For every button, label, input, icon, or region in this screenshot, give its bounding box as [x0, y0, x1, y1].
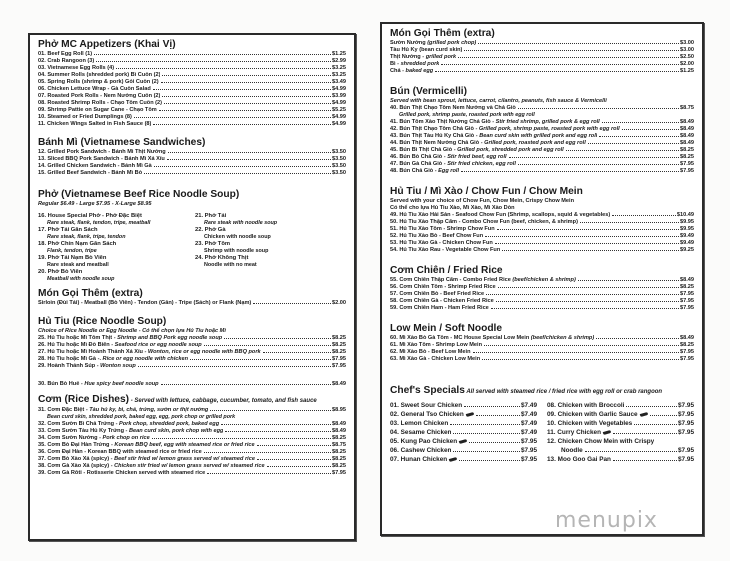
item-desc: Meatball with noodle soup: [47, 276, 115, 282]
pho-col-1: [38, 213, 189, 283]
menu-item: 60. Mì Xào Bò Gà Tôm - MC House Special Low Mein (beef/chicken & shrimp) $8.49: [390, 335, 694, 341]
menu-item: 14. Grilled Chicken Sandwich - Bánh Mì Gà $3.50: [38, 163, 346, 169]
menu-item: 56. Cơm Chiên Tôm - Shrimp Fried Rice $8.25: [390, 284, 694, 290]
menu-item: Chả - baked egg $1.25: [390, 68, 694, 74]
menu-item-continuation: Noodle $7.95: [561, 447, 694, 454]
menu-item: 41. Bún Tôm Xào Thịt Nướng Chả Giò - Stir fried shrimp, grilled pork & egg roll $8.49: [390, 119, 694, 125]
section-chow-fun: [390, 186, 694, 254]
menu-item: 45. Bún Bì Thịt Chả Giò - Grilled pork, shredded pork and egg roll $8.25: [390, 147, 694, 153]
chef-col-2: [547, 401, 694, 464]
menu-item: 47. Bún Gà Chả Giò - Stir fried chicken, egg roll $7.95: [390, 161, 694, 167]
menu-item: 23. Phở Tôm: [195, 241, 231, 247]
item-desc: Rare steak, flank, tripe, tendon: [47, 234, 126, 240]
menu-item: 51. Hủ Tiu Xào Tôm - Shrimp Chow Fun $9.95: [390, 226, 694, 232]
menu-item: 40. Bún Thịt Chạo Tôm Nem Nướng và Chả Giò $8.75: [390, 105, 694, 111]
menu-item: 24. Phở Không Thịt: [195, 255, 249, 261]
menu-item: 13. Sliced BBQ Pork Sandwich - Bánh Mì Xá Xíu $3.50: [38, 156, 346, 162]
section-bun: [390, 86, 694, 175]
section-title: Món Gọi Thêm (extra): [390, 28, 495, 39]
menu-item: 03. Lemon Chicken $7.49: [390, 420, 537, 427]
menu-item: 21. Phở Tái: [195, 213, 227, 219]
menu-item: 06. Chicken Lettuce Wrap - Gà Cuốn Salad $4.99: [38, 86, 346, 92]
menu-item: 16. House Special Phở - Phở Đặc Biệt: [38, 213, 142, 219]
menu-item: 46. Bún Bò Chả Giò - Stir fried beef, egg roll $8.25: [390, 154, 694, 160]
menu-item: 33. Cơm Sườn Tàu Hủ Ky Trứng - Bean curd skin, pork chop with egg $8.49: [38, 428, 346, 434]
menu-item: 01. Beef Egg Roll (1) $1.25: [38, 51, 346, 57]
item-desc: Grilled pork, shrimp paste, roasted pork with egg roll: [399, 112, 535, 118]
menu-item: Sườn Nướng (grilled pork chop) $3.00: [390, 40, 694, 46]
menu-item: 39. Cơm Gà Rôti - Rotisserie Chicken served with steamed rice $7.95: [38, 470, 346, 476]
section-low-mein: [390, 323, 694, 363]
menu-item: 08. Roasted Shrimp Rolls - Chạo Tôm Cuốn (2) $4.99: [38, 100, 346, 106]
menu-item: 37. Cơm Bò Xào Xả (spicy) - Beef stir fried w/ lemon grass served w/ steamed rice $8.25: [38, 456, 346, 462]
menu-item: 08. Chicken with Broccoli $7.95: [547, 402, 694, 409]
menu-item: 12. Chicken Chow Mein with Crispy: [547, 438, 655, 445]
pho-sizes: Regular $6.49 - Large $7.95 - X-Large $8.95: [38, 201, 152, 207]
menu-item: 09. Shrimp Pattie on Sugar Cane - Chạo Tôm $5.25: [38, 107, 346, 113]
section-com: [38, 394, 346, 477]
menu-item: 44. Bún Thịt Nem Nướng Chả Giò - Grilled pork, roasted pork and egg roll $8.49: [390, 140, 694, 146]
menu-item: 58. Cơm Chiên Gà - Chicken Fried Rice $7.95: [390, 298, 694, 304]
pho-col-2: [189, 213, 346, 283]
section-title: Bún (Vermicelli): [390, 86, 467, 97]
menu-item: 28. Hủ Tiu hoặc Mì Gà -. Rice or egg noodle with chicken $7.95: [38, 356, 346, 362]
section-title: Phở (Vietnamese Beef Rice Noodle Soup): [38, 189, 240, 200]
section-extra-right: [390, 28, 694, 75]
menu-item: 48. Bún Chả Giò - Egg roll $7.95: [390, 168, 694, 174]
section-chefs-specials: [390, 385, 694, 464]
menu-item: 09. Chicken with Garlic Sauce $7.95: [547, 411, 694, 418]
menu-item: 19. Phở Tái Nạm Bò Viên: [38, 255, 107, 261]
menu-item: 27. Hủ Tiu hoặc Mì Hoành Thánh Xá Xíu - Wonton, rice or egg noodle with BBQ pork $8.25: [38, 349, 346, 355]
item-desc: Noodle with no meat: [204, 262, 257, 268]
menu-item: 32. Cơm Sườn Bì Chả Trứng - Pork chop, shredded pork, baked egg $8.49: [38, 421, 346, 427]
menu-item: 63. Mì Xào Gà - Chicken Low Mein $7.95: [390, 356, 694, 362]
menu-item: 10. Chicken with Vegetables $7.95: [547, 420, 694, 427]
menu-item: 53. Hủ Tiu Xào Gà - Chicken Chow Fun $9.49: [390, 240, 694, 246]
menu-item-bun-bo-hue: 30. Bún Bò Huế - Hue spicy beef noodle soup $8.49: [38, 381, 346, 387]
section-fried-rice: [390, 265, 694, 312]
menu-item: 07. Hunan Chicken $7.95: [390, 456, 537, 463]
menu-item: 62. Mì Xào Bò - Beef Low Mein $7.95: [390, 349, 694, 355]
menu-item: 15. Grilled Beef Sandwich - Bánh Mì Bò $3.50: [38, 170, 346, 176]
chili-pepper-icon: [459, 439, 467, 444]
menu-item: 31. Cơm Đặc Biệt - Tàu hủ ky, bì, chả, trứng, sườn or thịt nướng $8.95: [38, 407, 346, 413]
menu-item: 01. Sweet Sour Chicken $7.49: [390, 402, 537, 409]
menu-item: 03. Vietnamese Egg Rolls (4) $3.25: [38, 65, 346, 71]
menu-item: 38. Cơm Gà Xào Xả (spicy) - Chicken stir fried w/ lemon grass served w/ steamed rice $8.25: [38, 463, 346, 469]
menu-item: 59. Cơm Chiên Ham - Ham Fried Rice $7.95: [390, 305, 694, 311]
item-desc: Rare steak, flank, tendon, tripe, meatball: [47, 220, 151, 226]
menu-item: 49. Hủ Tiu Xào Hải Sản - Seafood Chow Fun (Shrimp, scallops, squid & vegetables) $10.49: [390, 212, 694, 218]
menu-item: 11. Chicken Wings Salted in Fish Sauce (8) $4.99: [38, 121, 346, 127]
section-title: Phở MC Appetizers (Khai Vị): [38, 39, 176, 50]
menu-item: 20. Phở Bò Viên: [38, 269, 83, 275]
item-desc: Rare steak with noodle soup: [204, 220, 278, 226]
menu-item: 06. Cashew Chicken $7.95: [390, 447, 537, 454]
menu-item: 13. Moo Goo Gai Pan $7.95: [547, 456, 694, 463]
menu-item: 57. Cơm Chiên Bò - Beef Fried Rice $7.95: [390, 291, 694, 297]
menu-item: 05. Spring Rolls (shrimp & pork) Gỏi Cuốn (2) $3.49: [38, 79, 346, 85]
chili-pepper-icon: [603, 430, 611, 435]
menu-item: 25. Hủ Tiu hoặc Mì Tôm Thịt - Shrimp and BBQ Pork egg noodle soup $8.25: [38, 335, 346, 341]
chili-pepper-icon: [449, 457, 457, 462]
item-desc: Flank, tendon, tripe: [47, 248, 97, 254]
section-title: Món Gọi Thêm (extra): [38, 288, 143, 299]
menu-item: 05. Kung Pao Chicken $7.95: [390, 438, 537, 445]
menu-page-left: [28, 33, 356, 541]
section-note: Served with your choice of Chow Fun, Chow Mein, Crispy Chow Mein: [390, 198, 574, 204]
menu-item: Sirloin (Đùi Tái) - Meatball (Bò Viên) - Tendon (Gân) - Tripe (Sách) or Flank (Nạm) $2.00: [38, 300, 346, 306]
menu-item: 50. Hủ Tiu Xào Thập Cẩm - Combo Chow Fun (beef, chicken, & shrimp) $9.95: [390, 219, 694, 225]
section-title: Low Mein / Soft Noodle: [390, 323, 503, 334]
menu-item: 55. Cơm Chiên Thập Cẩm - Combo Fried Rice (beef/chicken & shrimp) $8.49: [390, 277, 694, 283]
section-note: Có thể cho lựa Hủ Tiu Xào, Mì Xào, Mì Xào Dòn: [390, 205, 515, 211]
item-desc: Chicken with noodle soup: [204, 234, 271, 240]
section-hu-tiu: [38, 316, 346, 370]
chili-pepper-icon: [466, 412, 474, 417]
section-title: Bánh Mì (Vietnamese Sandwiches): [38, 137, 206, 148]
chili-pepper-icon: [639, 412, 647, 417]
chef-col-1: [390, 401, 547, 464]
menu-item: 42. Bún Thịt Chạo Tôm Chả Giò - Grilled pork, shrimp paste, roasted pork with egg roll $8.49: [390, 126, 694, 132]
section-note: Served with bean sprout, lettuce, carrot, cilantro, peanuts, fish sauce & Vermicelli: [390, 98, 607, 104]
item-desc: Bean curd skin, shredded pork, baked egg, egg, pork chop or grilled pork: [47, 414, 236, 420]
menu-item: 54. Hủ Tiu Xào Rau - Vegetable Chow Fun $9.25: [390, 247, 694, 253]
menupix-watermark: menupix: [555, 508, 658, 533]
menu-page-right: [380, 22, 704, 536]
section-title: Cơm (Rice Dishes) - Served with lettuce, cabbage, cucumber, tomato, and fish sauce: [38, 394, 317, 405]
menu-item: 34. Cơm Sườn Nướng - Pork chop on rice $8.25: [38, 435, 346, 441]
item-desc: Shrimp with noodle soup: [204, 248, 269, 254]
menu-item: 04. Sesame Chicken $7.49: [390, 429, 537, 436]
menu-item: 04. Summer Rolls (shredded pork) Bì Cuốn (2) $3.25: [38, 72, 346, 78]
menu-item: Tàu Hủ Ky (bean curd skin) $3.00: [390, 47, 694, 53]
menu-item: 26. Hủ Tiu hoặc Mì Đồ Biển - Seafood rice or egg noodle soup $8.25: [38, 342, 346, 348]
section-banh-mi: [38, 137, 346, 177]
menu-item: 11. Curry Chicken $7.95: [547, 429, 694, 436]
menu-item: Bì - shredded pork $2.00: [390, 61, 694, 67]
menu-item: 43. Bún Thịt Tàu Hủ Ky Chả Giò - Bean curd skin with grilled pork and egg roll $8.49: [390, 133, 694, 139]
section-extra-left: [38, 288, 346, 307]
menu-item: Thịt Nướng - grilled pork $2.50: [390, 54, 694, 60]
menu-item: 10. Steamed or Fried Dumplings (8) $4.99: [38, 114, 346, 120]
menu-item: 29. Hoành Thánh Súp - Wonton soup $7.95: [38, 363, 346, 369]
menu-item: 35. Cơm Bò Đại Hàn Trứng - Korean BBQ beef, egg with steamed rice or fried rice $8.75: [38, 442, 346, 448]
section-title: Hủ Tiu / Mì Xào / Chow Fun / Chow Mein: [390, 186, 583, 197]
section-pho: [38, 189, 346, 283]
section-title: Cơm Chiên / Fried Rice: [390, 265, 503, 276]
menu-item: 61. Mì Xào Tôm - Shrimp Low Mein $8.25: [390, 342, 694, 348]
item-desc: Rare steak and meatball: [47, 262, 109, 268]
menu-item: 07. Roasted Pork Rolls - Nem Nướng Cuốn (2) $3.99: [38, 93, 346, 99]
menu-item: 02. General Tso Chicken $7.49: [390, 411, 537, 418]
menu-item: 52. Hủ Tiu Xào Bò - Beef Chow Fun $9.49: [390, 233, 694, 239]
section-appetizers: [38, 39, 346, 128]
menu-item: 12. Grilled Pork Sandwich - Bánh Mì Thịt Nướng $3.50: [38, 149, 346, 155]
menu-item: 22. Phở Gà: [195, 227, 226, 233]
section-note: Choice of Rice Noodle or Egg Noodle - Có thể chọn lựa Hủ Tiu hoặc Mì: [38, 328, 226, 334]
section-title: Hủ Tiu (Rice Noodle Soup): [38, 316, 167, 327]
section-title: Chef's Specials All served with steamed rice / fried rice with egg roll or crab rangoon: [390, 385, 663, 396]
menu-item: 02. Crab Rangoon (3) $2.99: [38, 58, 346, 64]
menu-item: 36. Cơm Đại Hàn - Korean BBQ with steamed rice or fried rice $8.25: [38, 449, 346, 455]
menu-item: 18. Phở Chín Nạm Gân Sách: [38, 241, 117, 247]
menu-item: 17. Phở Tái Gân Sách: [38, 227, 98, 233]
